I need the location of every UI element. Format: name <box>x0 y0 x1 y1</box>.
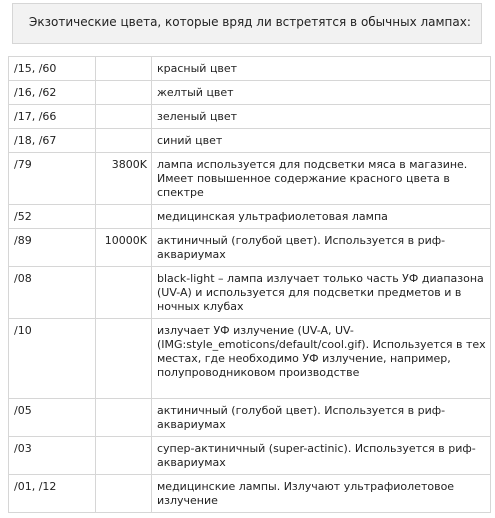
lamp-code-cell: /01, /12 <box>9 475 96 513</box>
color-temperature-cell <box>96 475 152 513</box>
lamp-code-cell: /79 <box>9 153 96 205</box>
color-temperature-cell <box>96 57 152 81</box>
lamp-code-cell: /08 <box>9 267 96 319</box>
table-row <box>9 57 491 81</box>
color-temperature-cell <box>96 205 152 229</box>
exotic-colors-table <box>8 56 491 513</box>
table-row <box>9 399 491 437</box>
table-row <box>9 319 491 399</box>
table-row <box>9 105 491 129</box>
color-temperature-cell <box>96 437 152 475</box>
table-row <box>9 129 491 153</box>
table-body <box>9 57 491 513</box>
color-temperature-cell <box>96 399 152 437</box>
lamp-code-cell: /52 <box>9 205 96 229</box>
table-row <box>9 81 491 105</box>
description-cell: желтый цвет <box>152 81 491 105</box>
lamp-code-cell: /17, /66 <box>9 105 96 129</box>
description-cell: black-light – лампа излучает только часть УФ диапазона (UV-A) и используется для подсветки предметов и в ночных клубах <box>152 267 491 319</box>
lamp-code-cell: /16, /62 <box>9 81 96 105</box>
color-temperature-cell: 3800K <box>96 153 152 205</box>
table-row <box>9 267 491 319</box>
table-row <box>9 437 491 475</box>
lamp-code-cell: /05 <box>9 399 96 437</box>
description-cell: зеленый цвет <box>152 105 491 129</box>
description-cell: супер-актиничный (super-actinic). Используется в риф-аквариумах <box>152 437 491 475</box>
description-cell: лампа используется для подсветки мяса в магазине. Имеет повышенное содержание красного цвета в спектре <box>152 153 491 205</box>
table-row <box>9 229 491 267</box>
description-cell: излучает УФ излучение (UV-A, UV-(IMG:style_emoticons/default/cool.gif). Используется в тех местах, где необходимо УФ излучение, например, полупроводниковом производстве <box>152 319 491 399</box>
color-temperature-cell <box>96 129 152 153</box>
description-cell: медицинские лампы. Излучают ультрафиолетовое излучение <box>152 475 491 513</box>
section-header-text: Экзотические цвета, которые вряд ли встретятся в обычных лампах: <box>29 15 471 29</box>
table-bottom-edge <box>8 512 491 518</box>
lamp-code-cell: /15, /60 <box>9 57 96 81</box>
description-cell: красный цвет <box>152 57 491 81</box>
color-temperature-cell <box>96 105 152 129</box>
lamp-code-cell: /03 <box>9 437 96 475</box>
description-cell: медицинская ультрафиолетовая лампа <box>152 205 491 229</box>
color-temperature-cell <box>96 319 152 399</box>
description-cell: актиничный (голубой цвет). Используется в риф-аквариумах <box>152 399 491 437</box>
color-temperature-cell <box>96 81 152 105</box>
lamp-code-cell: /10 <box>9 319 96 399</box>
table-row <box>9 205 491 229</box>
color-temperature-cell <box>96 267 152 319</box>
section-header <box>12 3 482 44</box>
description-cell: актиничный (голубой цвет). Используется в риф-аквариумах <box>152 229 491 267</box>
table-row <box>9 153 491 205</box>
table-row <box>9 475 491 513</box>
lamp-code-cell: /18, /67 <box>9 129 96 153</box>
color-temperature-cell: 10000K <box>96 229 152 267</box>
lamp-code-cell: /89 <box>9 229 96 267</box>
description-cell: синий цвет <box>152 129 491 153</box>
